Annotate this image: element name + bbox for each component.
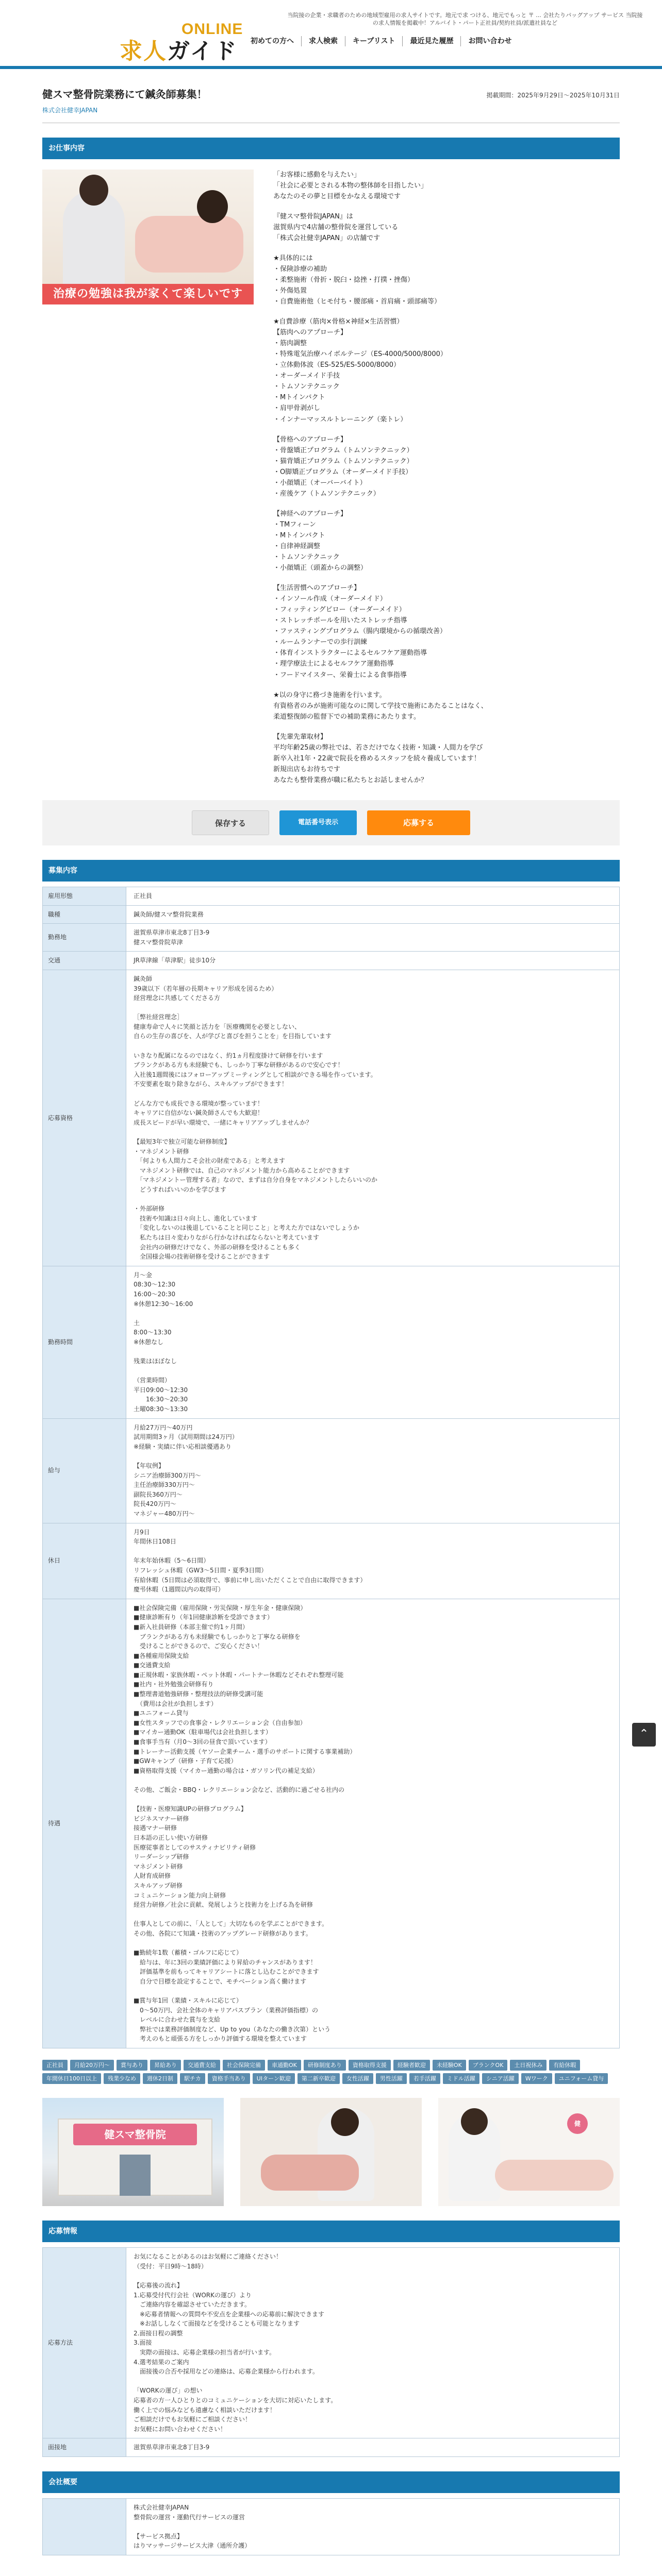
logo-rest: ガイド — [167, 38, 238, 64]
job-intro — [42, 159, 620, 795]
row-value: 鍼灸師 39歳以下（若年層の長期キャリア形成を図るため） 経営理念に共感してくださる方 ［弊社経営理念］ 健康寿命で人々に笑顔と活力を「医療機関を必要としない、 自らの生存の喜びを、人が学びと喜びを担うことを」を目指しています いきなり配属になるのではなく、約1ヵ月程度掛けて研修を行います ブランクがある方も未経験でも、しっかり丁寧な研修があるので安心です！ 入社後1週間後にはフォローアップミーティングとして相談ができる場を作っています。 不安要素を取り除きながら、スキルアップができます！ どんな方でも成長できる環境が整っています！ キャリアに自信がない鍼灸師さんでも大歓迎！ 成長スピードが早い環境で、一緒にキャリアアップしませんか？ 【最短3年で独立可能な研修制度】 ・マネジメント研修 「何よりも人間力こそ会社の財産である」と考えます マネジメント研修では、自己のマネジメント能力から高めることができます 「マネジメントー管理する者」なので、まずは自分自身をマネジメントしたらいいのか どうすればいいのかを学びます ・外部研修 技術や知識は日々向上し、進化しています 「変化しないのは後退していることと同じこと」と考えた方ではないでしょうか 私たちは日々変わりながら行かなければならないと考えています 会社内の研修だけでなく、外部の研修を受けることも多く 全国様会場の技術研修を受けることができます — [126, 970, 620, 1266]
photo-caption: 治療の勉強は我が家くて楽しいです — [42, 284, 254, 304]
intro-paragraph: 【骨格へのアプローチ】 ・骨盤矯正プログラム（トムソンテクニック） ・猫背矯正プログラム（トムソンテクニック） ・O脚矯正プログラム（オーダーメイド手技） ・小顔矯正（オーバーバイト） ・産後ケア（トムソンテクニック） — [273, 435, 413, 498]
row-label: 待遇 — [43, 1599, 126, 2048]
feature-tag[interactable]: 昇給あり — [150, 2060, 181, 2071]
intro-text — [254, 170, 600, 795]
feature-tag[interactable]: 正社員 — [42, 2060, 68, 2071]
recruit-table — [42, 887, 620, 2048]
job-title: 健スマ整骨院業務にて鍼灸師募集！ — [42, 88, 207, 100]
site-header — [42, 0, 643, 66]
section-apply: 応募情報 — [42, 2221, 620, 2242]
gallery-photo-treatment — [240, 2098, 422, 2206]
posting-period: 掲載期間：2025年9月29日〜2025年10月31日 — [486, 92, 620, 99]
feature-tag[interactable]: 男性活躍 — [376, 2073, 407, 2084]
table-row — [43, 1266, 620, 1418]
row-label: 応募方法 — [43, 2248, 126, 2438]
feature-tag[interactable]: 研修制度あり — [304, 2060, 346, 2071]
feature-tags — [42, 2060, 620, 2087]
header-description: 当院接の企業・求職者のための地域型雇用の求人サイトです。地元で求 つける、地元でもっと 〒 ... 会社たりパッグアップ サービス 当院接の求人情報を掲載中！アルバイト・パート正社員/契約社員/派遣社員など — [287, 12, 643, 27]
table-row — [43, 1599, 620, 2048]
intro-paragraph: 「お客様に感動を与えたい」 「社会に必要とされる本物の整体師を目指したい」 あなたのその夢と目標をかなえる環境です — [273, 171, 428, 200]
site-logo[interactable] — [120, 15, 243, 62]
gallery-photo-storefront — [42, 2098, 224, 2206]
row-label: 勤務地 — [43, 924, 126, 952]
feature-tag[interactable]: ブランクOK — [469, 2060, 508, 2071]
intro-paragraph: ★具体的には ・保険診療の補助 ・柔整施術（骨折・脱臼・捻挫・打撲・挫傷） ・外傷処置 ・自費施術他（ヒモ付ち・腰部痛・首肩痛・頭部痛等） — [273, 254, 441, 306]
intro-paragraph: ★自費診療（筋肉×骨格×神経×生活習慣） 【筋肉へのアプローチ】 ・筋肉調整 ・特殊電気治療ハイボルテージ（ES-4000/5000/8000） ・立体動体波（ES-525/ES-5000/8000） ・オーダーメイド手技 ・トムソンテクニック ・Mトインバクト ・肩甲骨剥がし ・インナーマッスルトレーニング（楽トレ） — [273, 318, 447, 423]
intro-paragraph: ★以の身守に務づき施術を行います。 有資格者のみが施術可能なのに関して学技で施術にあたることはなく、 柔道整復師の監督下での補助業務にあたります。 — [273, 691, 488, 721]
row-value: 滋賀県草津市東北8丁目3-9 — [126, 2438, 620, 2457]
table-row — [43, 2438, 620, 2457]
company-name-link[interactable]: 株式会社健幸JAPAN — [42, 107, 98, 114]
intro-paragraph: 『健スマ整骨院JAPAN』は 滋賀県内で4店舗の整骨院を運営している 「株式会社健幸JAPAN」の店舗です — [273, 212, 399, 242]
nav-history[interactable]: 最近見た履歴 — [402, 36, 460, 46]
table-row — [43, 2248, 620, 2438]
feature-tag[interactable]: 賞与あり — [117, 2060, 147, 2071]
row-label: 職種 — [43, 905, 126, 924]
global-nav — [243, 36, 519, 46]
save-button[interactable]: 保存する — [192, 810, 269, 835]
feature-tag[interactable]: 経験者歓迎 — [393, 2060, 430, 2071]
row-value: 滋賀県草津市東北8丁目3-9 健スマ整骨院草津 — [126, 924, 620, 952]
row-value: ■社会保険完備（雇用保険・労災保険・厚生年金・健康保険） ■健康診断有り（年1回健康診断を受診できます） ■新入社員研修（本部主催で約1ヶ月間） ブランクがある方も未経験でもしっかりと丁寧なる研修を 受けることができるので、ご安心ください！ ■各種雇用保険支給 ■交通費支給 ■正規休暇・家族休暇・ペット休暇・パートナー休暇などそれぞれ整理可能 ■社内・社外勉強会研修有り ■整理書道勉強研修・整理技法的研修受講可能 （費用は会社が負担します） ■ユニフォーム貸与 ■女性スタッフでの食事会・レクリエーション会（自由参加） ■マイカー通勤OK（駐車場代は会社負担します） ■食事手当有（月0〜3回の昼食で頂いています） ■トレーナー活動支援（ヤソー企業チーム・選手のサポートに関する事業補助） ■GWキャンプ（研修・子育て応援） ■資格取得支援（マイカー通勤の場合は・ガソリン代の補足支給） その他、ご飯会・BBQ・レクリエーション会など、活動的に過ごせる社内の 【技術・医療知識UPの研修プログラム】 ビジネスマナー研修 接遇マナー研修 日本語の正しい使い方研修 医療従事者としてのサスティナビリティ研修 リーダーシップ研修 マネジメント研修 人財育成研修 スキルアップ研修 コミュニケーション能力向上研修 経営力研修／社会に貢献、発展しようと技術力を上げる為を研修 仕事人としての前に、「人として」大切なものを学ぶことができます。 その他、各院にて知識・技術のアップグレード研修があります。 ■勤続年1数（蓄積・ゴルフに応じて） 給与は、年に3回の業績評価により昇給のチャンスがあります！ 評価基準を前もってキャリアシートに落とし込むことができます 自分で目標を設定することで、モチベーション高く働けます ■賞与年1回（業績・スキルに応じて） 0〜50万円、会社全体のキャリアパスプラン（業務評価指標）の レベルに合わせた賞与を支給 弊社では業務評価制度など、Up to you（あなたの働き次第）という 考えのもと頑張る方をしっかり評価する環境を整えています — [126, 1599, 620, 2048]
feature-tag[interactable]: UIターン歓迎 — [253, 2073, 295, 2084]
feature-tag[interactable]: 資格取得支援 — [349, 2060, 391, 2071]
row-label: 雇用形態 — [43, 887, 126, 905]
nav-first-time[interactable]: 初めての方へ — [251, 37, 294, 45]
feature-tag[interactable]: シニア活躍 — [482, 2073, 519, 2084]
show-phone-button[interactable]: 電話番号表示 — [279, 810, 357, 835]
feature-tag[interactable]: 未経験OK — [433, 2060, 466, 2071]
feature-tag[interactable]: 駅チカ — [180, 2073, 205, 2084]
row-value: 株式会社健幸JAPAN 整骨院の運営・運動代行サービスの運営 【サービス拠点】 はりマッサージサービス大津（通所介護） — [126, 2499, 620, 2555]
logo-online-text: ONLINE — [181, 21, 243, 38]
intro-paragraph: 【先輩先輩取材】 平均年齢25歳の弊社では、若さだけでなく技術・知識・人間力を学び 新卒入社1年・22歳で院長を務めるスタッフを続々養成しています！ 新規出店もお待ちです あなたも整骨業務が職に私たちとお話しませんか？ — [273, 733, 483, 784]
photo-gallery — [42, 2098, 620, 2206]
table-row — [43, 970, 620, 1266]
feature-tag[interactable]: ユニフォーム貸与 — [555, 2073, 608, 2084]
intro-paragraph: 【神経へのアプローチ】 ・TMフィーン ・Mトインバクト ・自律神経調整 ・トムソンテクニック ・小顔矯正（頭蓋からの調整） — [273, 510, 368, 572]
table-row — [43, 905, 620, 924]
feature-tag[interactable]: 残業少なめ — [104, 2073, 140, 2084]
row-value: 月〜金 08:30〜12:30 16:00〜20:30 ※休憩12:30〜16:00 土 8:00〜13:30 ※休憩なし 残業はほぼなし （営業時間） 平日09:00〜12:30 16:30〜20:30 土曜08:30〜13:30 — [126, 1266, 620, 1418]
section-company: 会社概要 — [42, 2471, 620, 2493]
feature-tag[interactable]: Wワーク — [521, 2073, 552, 2084]
table-row — [43, 2499, 620, 2555]
row-label: 給与 — [43, 1418, 126, 1523]
scroll-to-top-button[interactable] — [632, 1723, 656, 1747]
job-title-row — [42, 69, 620, 103]
logo-accent: 求人 — [120, 38, 167, 64]
intro-photo — [42, 170, 254, 304]
feature-tag[interactable]: 車通勤OK — [268, 2060, 301, 2071]
table-row — [43, 1523, 620, 1599]
intro-paragraph: 【生活習慣へのアプローチ】 ・インソール作成（オーダーメイド） ・フィッティングピロー（オーダーメイド） ・ストレッチポールを用いたストレッチ指導 ・ファスティングプログラム（腸内環境からの循環改善） ・ルームランナーでの歩行訓練 ・体育インストラクターによるセルフケア運動指導 ・理学療法士によるセルフケア運動指導 ・フードマイスター、栄養士による食事指導 — [273, 584, 447, 679]
store-sign: 健スマ整骨院 — [73, 2124, 197, 2145]
apply-button[interactable]: 応募する — [367, 810, 470, 835]
table-row — [43, 952, 620, 970]
feature-tag[interactable]: 若手活躍 — [409, 2073, 440, 2084]
table-row — [43, 887, 620, 905]
nav-job-search[interactable]: 求人検索 — [301, 36, 345, 46]
nav-contact[interactable]: お問い合わせ — [460, 36, 519, 46]
row-label: 休日 — [43, 1523, 126, 1599]
chevron-up-icon: ⌃ — [639, 1727, 649, 1740]
section-job-description: お仕事内容 — [42, 138, 620, 159]
row-label: 応募資格 — [43, 970, 126, 1266]
action-bar — [42, 800, 620, 845]
feature-tag[interactable]: 週休2日制 — [143, 2073, 177, 2084]
feature-tag[interactable]: 月給20万円〜 — [70, 2060, 114, 2071]
company-table — [42, 2498, 620, 2555]
row-value: お気になることがあるのはお気軽にご連絡ください！ （受付：平日9時〜18時） 【応募後の流れ】 1.応募受付代行会社（WORKの運び）より ご連絡内容を確認させていただきます。 ※応募者情報への質問や不安点を企業様への応募前に解決できます ※お話ししなくて面接などを受けることも可能となります 2.面接日程の調整 3.面接 実際の面接は、応募企業様の担当者が行います。 4.選考結果のご案内 面接後の合否や採用などの連絡は、応募企業様から行われます。 「WORKの運び」の想い 応募者の方一人ひとりとのコミュニケーションを大切に対応いたします。 働く上での悩みなども遠慮なく相談いただけます！ ご相談だけでもお気軽にご相談ください！ お気軽にお問い合わせください！ — [126, 2248, 620, 2438]
gallery-photo-consultation — [438, 2098, 620, 2206]
page — [42, 0, 643, 66]
feature-tag[interactable]: 年間休日100日以上 — [42, 2073, 101, 2084]
row-label: 勤務時間 — [43, 1266, 126, 1418]
feature-tag[interactable]: 有給休暇 — [549, 2060, 580, 2071]
row-label — [43, 2499, 126, 2555]
table-row — [43, 924, 620, 952]
row-value: 月9日 年間休日108日 年末年始休暇（5〜6日間） リフレッシュ休暇（GW3〜5日間・夏季3日間） 有給休暇（5日間は必須取得で、事前に申し出いただくことで自由に取得できます） 慶弔休暇（1週間以内の取得可） — [126, 1523, 620, 1599]
feature-tag[interactable]: 交通費支給 — [184, 2060, 220, 2071]
content — [42, 69, 620, 2555]
row-label: 交通 — [43, 952, 126, 970]
feature-tag[interactable]: 社会保険完備 — [223, 2060, 265, 2071]
feature-tag[interactable]: 第二新卒歓迎 — [297, 2073, 340, 2084]
row-value: 正社員 — [126, 887, 620, 905]
row-label: 面接地 — [43, 2438, 126, 2457]
feature-tag[interactable]: ミドル活躍 — [443, 2073, 479, 2084]
table-row — [43, 1418, 620, 1523]
logo-main-text — [120, 34, 238, 69]
feature-tag[interactable]: 土日祝休み — [510, 2060, 547, 2071]
feature-tag[interactable]: 女性活躍 — [342, 2073, 373, 2084]
section-recruit: 募集内容 — [42, 860, 620, 882]
nav-keep-list[interactable]: キープリスト — [345, 36, 402, 46]
apply-table — [42, 2247, 620, 2457]
clinic-mark: 健 — [567, 2113, 588, 2134]
row-value: JR草津線「草津駅」徒歩10分 — [126, 952, 620, 970]
row-value: 鍼灸師/健スマ整骨院業務 — [126, 905, 620, 924]
row-value: 月給27万円〜40万円 試用期間3ヶ月（試用期間は24万円） ※経験・実績に伴い応相談優遇あり 【年収例】 シニア治療師300万円〜 主任治療師330万円〜 副院長360万円〜 院長420万円〜 マネジャー480万円〜 — [126, 1418, 620, 1523]
feature-tag[interactable]: 資格手当あり — [208, 2073, 250, 2084]
